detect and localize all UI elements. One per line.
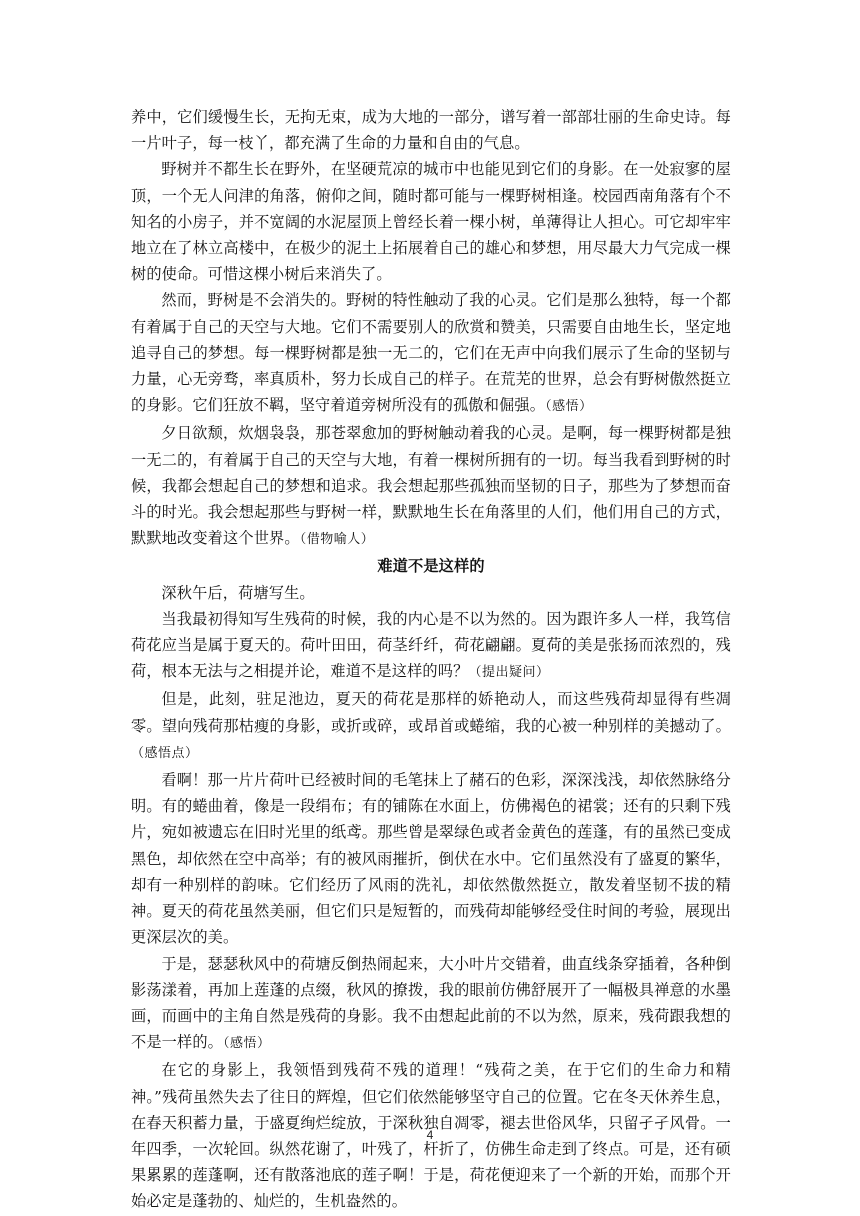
document-body [131,104,731,1215]
annotation-note: （感悟） [223,1036,271,1052]
paragraph: 深秋午后，荷塘写生。 [161,583,315,602]
essay-title: 难道不是这样的 [377,557,485,576]
page-number: 4 [426,1128,434,1142]
paragraph: 看啊！那一片片荷叶已经被时间的毛笔抹上了赭石的色彩，深深浅浅，却依然脉络分明。有的蜷曲着，像是一段绢布；有的铺陈在水面上，仿佛褐色的裙裳；还有的只剩下残片，宛如被遗忘在旧时光里的纸鸢。那些曾是翠绿色或者金黄色的莲蓬，有的虽然已变成黑色，却依然在空中高举；有的被风雨摧折，倒伏在水中。它们虽然没有了盛夏的繁华，却有一种别样的韵味。它们经历了风雨的洗礼，却依然傲然挺立，散发着坚韧不拔的精神。夏天的荷花虽然美丽，但它们只是短暂的，而残荷却能够经受住时间的考验，展现出更深层次的美。 [131,771,731,947]
annotation-note: （借物喻人） [299,532,375,548]
paragraph [131,686,731,767]
annotation-note: （感悟） [545,399,593,415]
paragraph: 在它的身影上，我领悟到残荷不残的道理！“残荷之美，在于它们的生命力和精神。”残荷虽然失去了往日的辉煌，但它们依然能够坚守自己的位置。它在冬天休养生息，在春天积蓄力量，于盛夏绚烂绽放，于深秋独自凋零，褪去世俗风华，只留孑孑风骨。一年四季，一次轮回。纵然花谢了，叶残了，杆折了，仿佛生命走到了终点。可是，还有硕果累累的莲蓬啊，还有散落池底的莲子啊！于是，荷花便迎来了一个新的开始，而那个开始必定是蓬勃的、灿烂的，生机盎然的。 [131,1061,731,1211]
paragraph-text: 然而，野树是不会消失的。野树的特性触动了我的心灵。它们是那么独特，每一个都有着属于自己的天空与大地。它们不需要别人的欣赏和赞美，只需要自由地生长，坚定地追寻自己的梦想。每一棵野树都是独一无二的，它们在无声中向我们展示了生命的坚韧与力量，心无旁骛，率真质朴，努力长成自己的样子。在荒芜的世界，总会有野树傲然挺立的身影。它们狂放不羁，坚守着道旁树所没有的孤傲和倔强。 [131,291,731,415]
annotation-note: （感悟点） [131,745,199,761]
paragraph [131,606,731,687]
paragraph [131,420,731,553]
paragraph-text: 当我最初得知写生残荷的时候，我的内心是不以为然的。因为跟许多人一样，我笃信荷花应当是属于夏天的。荷叶田田，荷茎纤纤，荷花翩翩。夏荷的美是张扬而浓烈的，残荷，根本无法与之相提并论，难道不是这样的吗？ [131,609,731,681]
annotation-note: （提出疑问） [468,665,550,681]
paragraph-text: 于是，瑟瑟秋风中的荷塘反倒热闹起来，大小叶片交错着，曲直线条穿插着，各种倒影荡漾着，再加上莲蓬的点缀，秋风的撩拨，我的眼前仿佛舒展开了一幅极具禅意的水墨画，而画中的主角自然是残荷的身影。我不由想起此前的不以为然，原来，残荷跟我想的不是一样的。 [131,954,731,1052]
paragraph-continuation: 养中，它们缓慢生长，无拘无束，成为大地的一部分，谱写着一部部壮丽的生命史诗。每一片叶子，每一枝丫，都充满了生命的力量和自由的气息。 [131,108,731,153]
paragraph-text: 夕日欲颓，炊烟袅袅，那苍翠愈加的野树触动着我的心灵。是啊，每一棵野树都是独一无二的，有着属于自己的天空与大地，有着一棵树所拥有的一切。每当我看到野树的时候，我都会想起自己的梦想和追求。我会想起那些孤独而坚韧的日子，那些为了梦想而奋斗的时光。我会想起那些与野树一样，默默地生长在角落里的人们，他们用自己的方式，默默地改变着这个世界。 [131,424,731,548]
paragraph-text: 但是，此刻，驻足池边，夏天的荷花是那样的娇艳动人，而这些残荷却显得有些凋零。望向残荷那枯瘦的身影，或折或碎，或昂首或蜷缩，我的心被一种别样的美撼动了。 [131,690,731,735]
paragraph [131,287,731,420]
paragraph: 野树并不都生长在野外，在坚硬荒凉的城市中也能见到它们的身影。在一处寂寥的屋顶，一个无人问津的角落，俯仰之间，随时都可能与一棵野树相逢。校园西南角落有个不知名的小房子，并不宽阔的水泥屋顶上曾经长着一棵小树，单薄得让人担心。可它却牢牢地立在了林立高楼中，在极少的泥土上拓展着自己的雄心和梦想，用尽最大力气完成一棵树的使命。可惜这棵小树后来消失了。 [131,160,731,284]
paragraph [131,951,731,1058]
